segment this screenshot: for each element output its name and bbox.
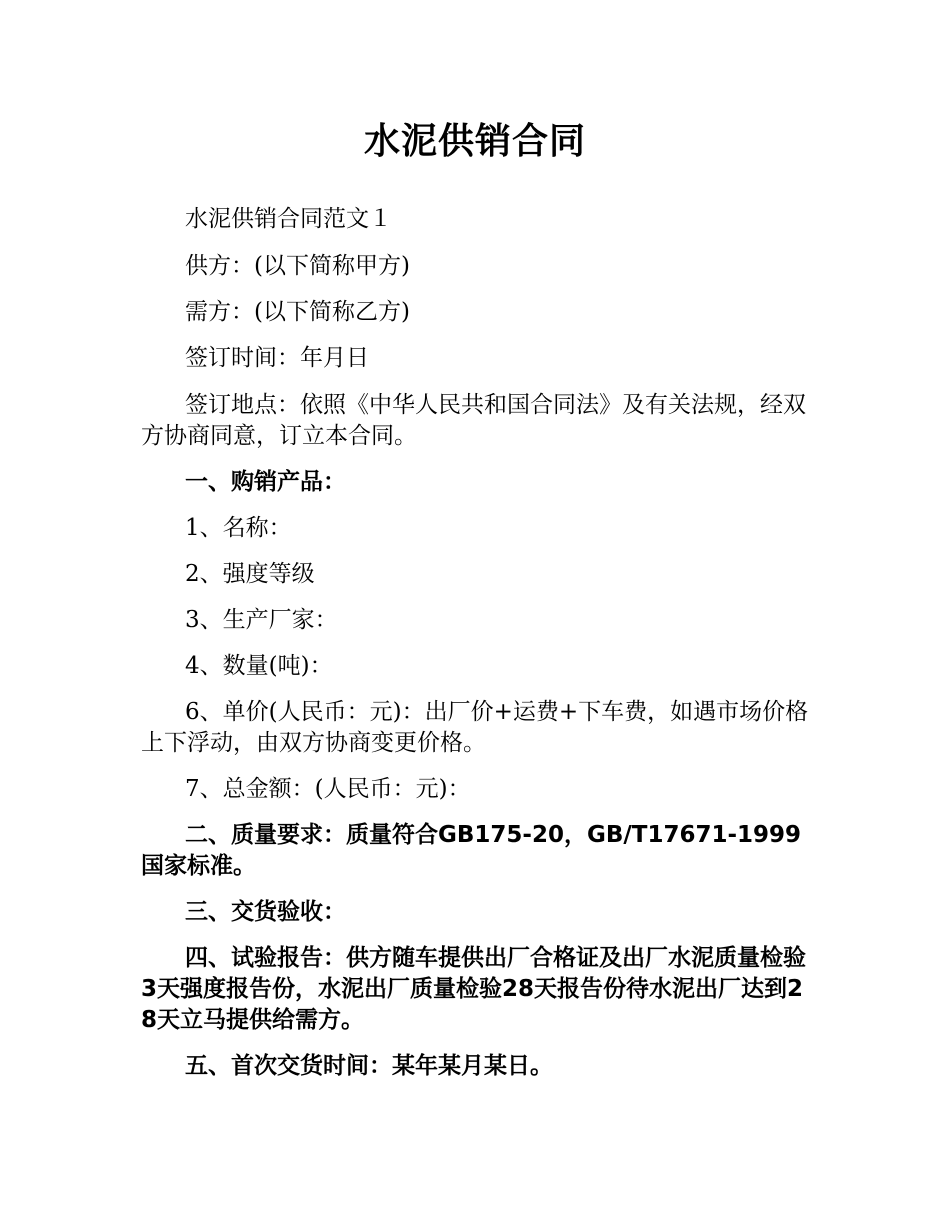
section-heading-test-report: 四、试验报告：供方随车提供出厂合格证及出厂水泥质量检验3天强度报告份，水泥出厂质量检验28天报告份待水泥出厂达到28天立马提供给需方。: [141, 945, 806, 1033]
section-heading-quality: 二、质量要求：质量符合GB175-20，GB/T17671-1999国家标准。: [141, 822, 802, 879]
paragraph-unit-price: 6、单价(人民币：元)：出厂价+运费+下车费，如遇市场价格上下浮动，由双方协商变更价格。: [141, 699, 809, 756]
paragraph-buyer: 需方：(以下简称乙方): [185, 299, 410, 325]
paragraph-product-name: 1、名称：: [185, 515, 292, 541]
paragraph-supplier: 供方：(以下简称甲方): [185, 253, 410, 279]
paragraph-signing-place: 签订地点：依照《中华人民共和国合同法》及有关法规，经双方协商同意，订立本合同。: [141, 392, 806, 449]
section-heading-first-delivery: 五、首次交货时间：某年某月某日。: [185, 1053, 553, 1079]
section-heading-delivery: 三、交货验收：: [185, 899, 346, 925]
paragraph-template-name: 水泥供销合同范文１: [185, 206, 392, 232]
paragraph-quantity: 4、数量(吨)：: [185, 653, 333, 679]
document-title: 水泥供销合同: [363, 121, 586, 162]
paragraph-strength-grade: 2、强度等级: [185, 561, 315, 587]
paragraph-signing-time: 签订时间：年月日: [185, 345, 369, 371]
paragraph-manufacturer: 3、生产厂家：: [185, 607, 338, 633]
section-heading-products: 一、购销产品：: [185, 469, 346, 495]
paragraph-total-amount: 7、总金额：(人民币：元)：: [185, 776, 471, 802]
